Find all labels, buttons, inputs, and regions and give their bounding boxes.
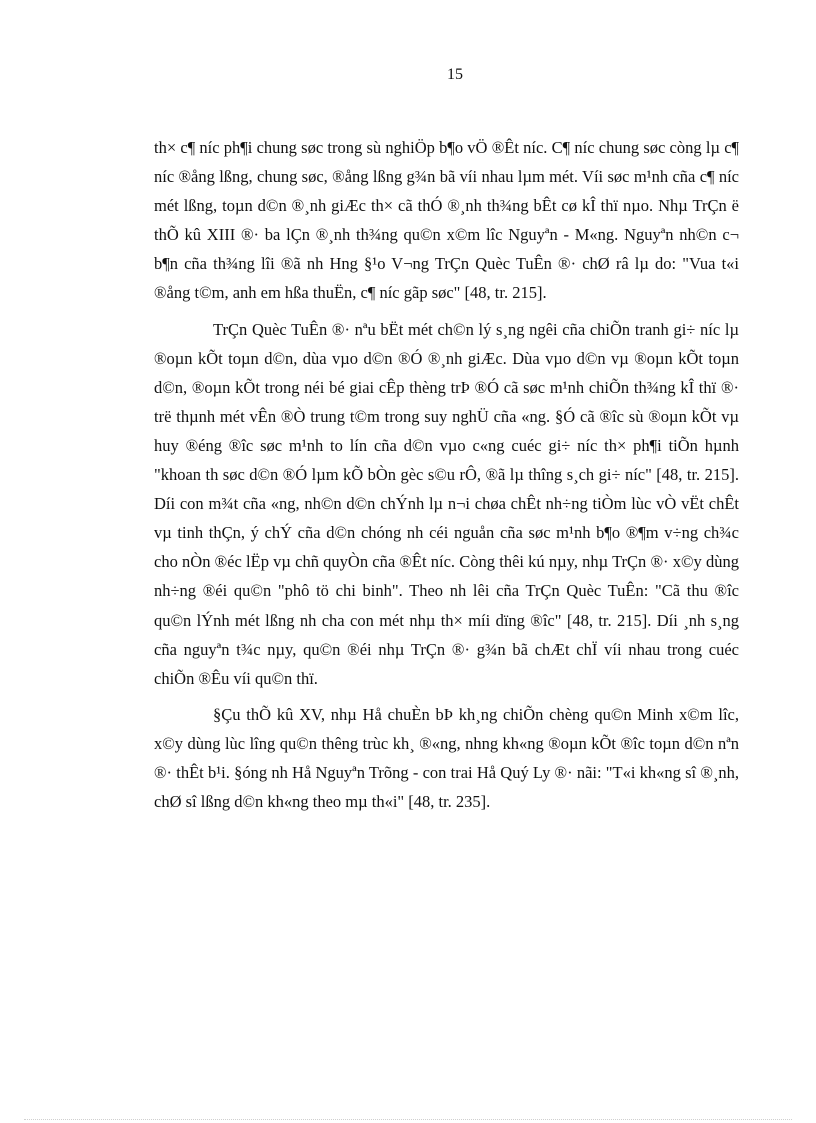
paragraph-2: TrÇn Quèc TuÊn ®· nªu bËt mét ch©n lý s¸ng ngêi cña chiÕn tranh gi÷ níc lµ ®oµn kÕt toµn d©n, dùa vµo d©n ®Ó ®¸nh giÆc. Dùa vµo d©n vµ ®oµn kÕt toµn d©n, ®oµn kÕt trong néi bé giai cÊp thèng trÞ ®Ó cã søc m¹nh chiÕn th¾ng kÎ thï ®· trë thµnh mét vÊn ®Ò trung t©m trong suy nghÜ cña «ng. §Ó cã ®îc sù ®oµn kÕt vµ huy ®éng ®îc søc m¹nh to lín cña d©n vµo c«ng cuéc gi÷ níc th× ph¶i tiÕn hµnh "khoan th søc d©n ®Ó lµm kÕ bÒn gèc s©u rÔ, ®ã lµ thîng s¸ch gi÷ níc" [48, tr. 215]. Díi con m¾t cña «ng, nh©n d©n chÝnh lµ n¬i chøa chÊt nh÷ng tiÒm lùc vÒ vËt chÊt vµ tinh thÇn, ý chÝ cña d©n chóng nh céi nguån cña søc m¹nh b¶o ®¶m v÷ng ch¾c cho nÒn ®éc lËp vµ chñ quyÒn cña ®Êt níc. Còng thêi kú nµy, nhµ TrÇn ®· x©y dùng nh÷ng ®éi qu©n "phô tö chi binh". Theo nh lêi cña TrÇn Quèc TuÊn: "Cã thu ®îc qu©n lÝnh mét lßng nh cha con mét nhµ th× míi dïng ®îc" [48, tr. 215]. Díi ¸nh s¸ng cña nguyªn t¾c nµy, qu©n ®éi nhµ TrÇn ®· g¾n bã chÆt chÏ víi nhau trong cuéc chiÕn ®Êu víi qu©n thï. (154, 319, 739, 688)
paragraph-spacer (154, 693, 739, 700)
paragraph-spacer (154, 308, 739, 315)
paragraph-3: §Çu thÕ kû XV, nhµ Hå chuÈn bÞ kh¸ng chiÕn chèng qu©n Minh x©m lîc, x©y dùng lùc lîng qu©n thêng trùc kh¸ ®«ng, nhng kh«ng ®oµn kÕt ®îc toµn d©n nªn ®· thÊt b¹i. §óng nh Hå Nguyªn Trõng - con trai Hå Quý Ly ®· nãi: "T«i kh«ng sî ®¸nh, chØ sî lßng d©n kh«ng theo mµ th«i" [48, tr. 235]. (154, 704, 739, 812)
page-bottom-divider (24, 1119, 792, 1120)
paragraph-1: th× c¶ níc ph¶i chung søc trong sù nghiÖp b¶o vÖ ®Êt níc. C¶ níc chung søc còng lµ c¶ níc ®ång lßng, chung søc, ®ång lßng g¾n bã víi nhau lµm mét. Víi søc m¹nh cña c¶ níc mét lßng, toµn d©n ®¸nh giÆc th× cã thÓ ®¸nh th¾ng bÊt cø kÎ thï nµo. Nhµ TrÇn ë thÕ kû XIII ®· ba lÇn ®¸nh th¾ng qu©n x©m lîc Nguyªn - M«ng. Nguyªn nh©n c¬ b¶n cña th¾ng lîi ®ã nh Hng §¹o V¬ng TrÇn Quèc TuÊn ®· chØ râ lµ do: "Vua t«i ®ång t©m, anh em hßa thuËn, c¶ níc gãp søc" [48, tr. 215]. (154, 138, 739, 303)
page-number: 15 (447, 66, 463, 83)
body-text (154, 133, 739, 816)
